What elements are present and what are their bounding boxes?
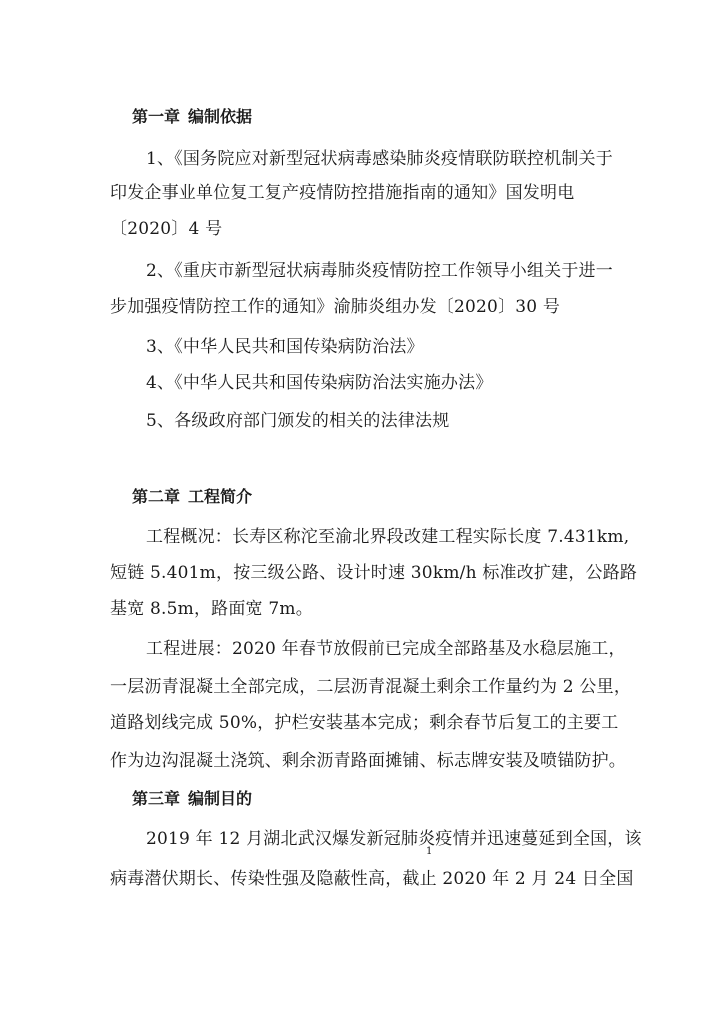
chapter-3-subtitle: 编制目的: [188, 789, 253, 808]
page-number: 1: [426, 846, 433, 857]
paragraph-line: 步加强疫情防控工作的通知》渝肺炎组办发〔2020〕30 号: [110, 297, 561, 317]
paragraph-line: 2、《重庆市新型冠状病毒肺炎疫情防控工作领导小组关于进一: [146, 261, 613, 281]
paragraph-line: 道路划线完成 50%，护栏安装基本完成；剩余春节后复工的主要工: [110, 713, 619, 733]
paragraph-line: 工程概况：长寿区称沱至渝北界段改建工程实际长度 7.431km,: [146, 527, 630, 547]
paragraph-line: 工程进展：2020 年春节放假前已完成全部路基及水稳层施工，: [146, 639, 626, 659]
chapter-2-subtitle: 工程简介: [188, 487, 253, 506]
paragraph-line: 一层沥青混凝土全部完成，二层沥青混凝土剩余工作量约为 2 公里，: [110, 677, 632, 697]
chapter-2-heading: [132, 486, 252, 508]
paragraph-line: 印发企事业单位复工复产疫情防控措施指南的通知》国发明电: [110, 183, 575, 203]
chapter-3-heading: [132, 788, 252, 810]
paragraph-line: 2019 年 12 月湖北武汉爆发新冠肺炎疫情并迅速蔓延到全国，该: [146, 829, 642, 849]
paragraph-line: 病毒潜伏期长、传染性强及隐蔽性高，截止 2020 年 2 月 24 日全国: [110, 869, 634, 889]
chapter-3-title: 第三章: [132, 789, 181, 808]
paragraph-line: 1、《国务院应对新型冠状病毒感染肺炎疫情联防联控机制关于: [146, 149, 613, 169]
paragraph-line: 4、《中华人民共和国传染病防治法实施办法》: [146, 373, 493, 393]
paragraph-line: 作为边沟混凝土浇筑、剩余沥青路面摊铺、标志牌安装及喷锚防护。: [110, 751, 626, 771]
chapter-1-subtitle: 编制依据: [188, 107, 253, 126]
paragraph-line: 〔2020〕4 号: [110, 219, 223, 239]
paragraph-line: 3、《中华人民共和国传染病防治法》: [146, 337, 424, 357]
chapter-1-title: 第一章: [132, 107, 181, 126]
paragraph-line: 基宽 8.5m，路面宽 7m。: [110, 599, 313, 619]
paragraph-line: 短链 5.401m，按三级公路、设计时速 30km/h 标准改扩建，公路路: [110, 563, 638, 583]
chapter-2-title: 第二章: [132, 487, 181, 506]
paragraph-line: 5、各级政府部门颁发的相关的法律法规: [146, 411, 450, 431]
chapter-1-heading: [132, 106, 252, 128]
